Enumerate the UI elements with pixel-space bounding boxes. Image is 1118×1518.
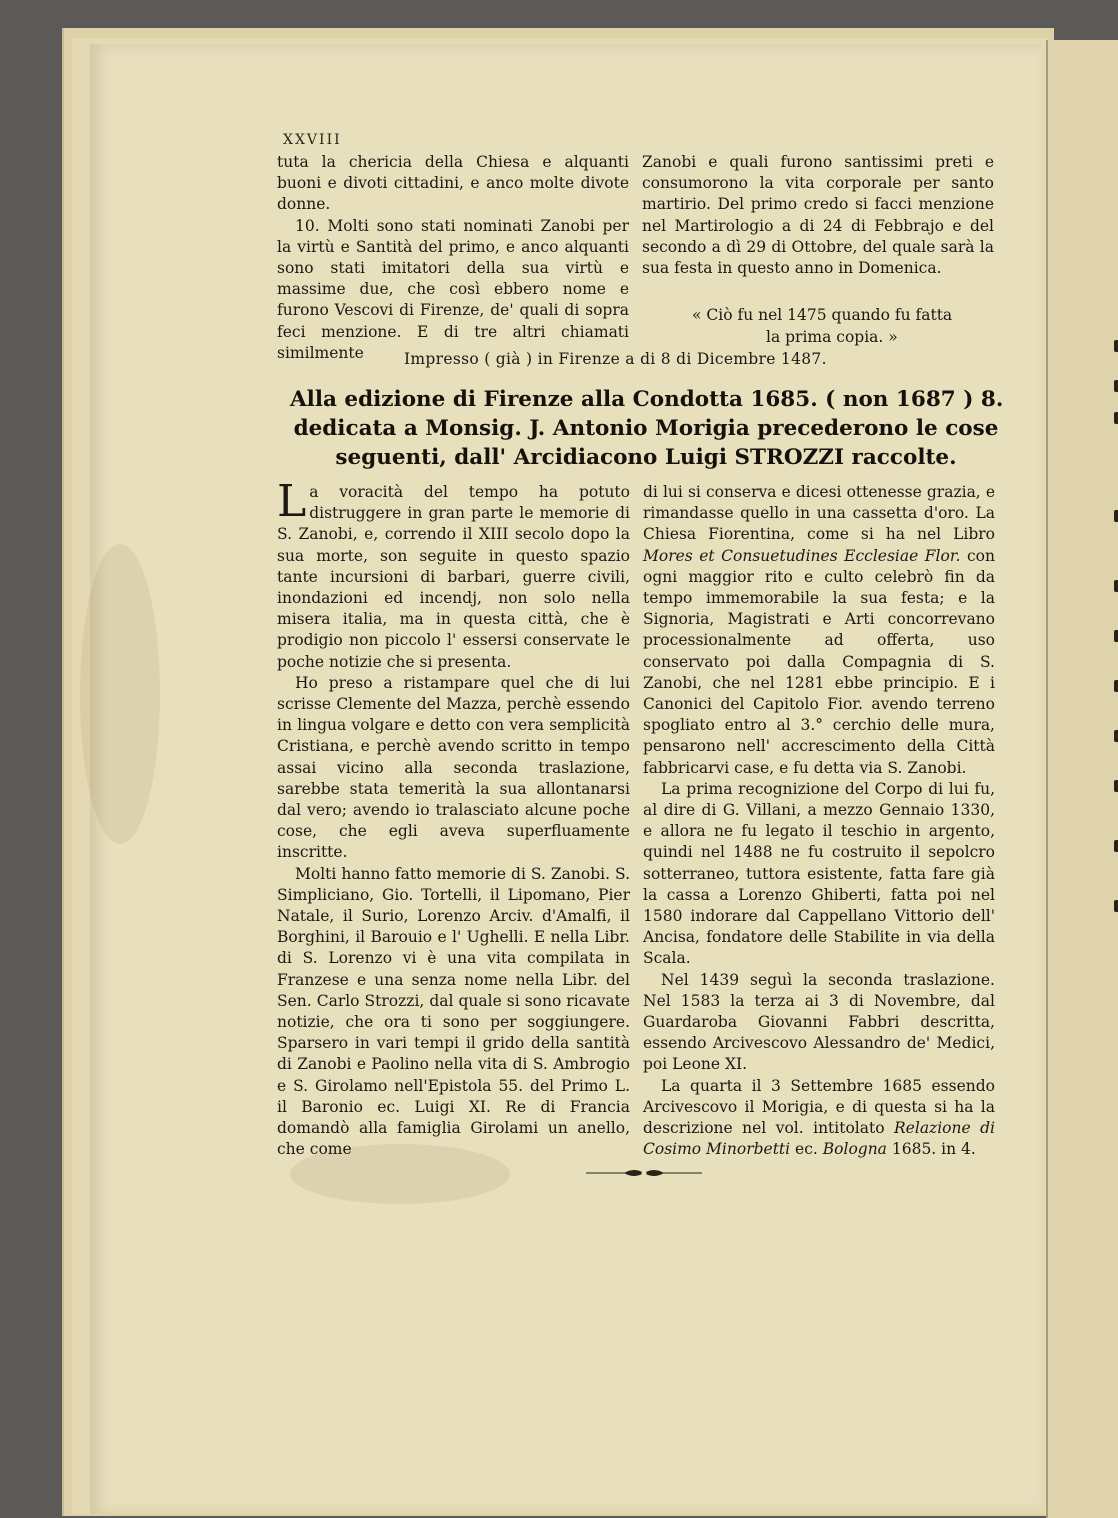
top-right-paragraph: Zanobi e quali furono santissimi preti e consumorono la vita corporale per santo martirio. Del primo credo si facci menzione nel Martirologio a di 24 di Febbrajo e del secondo a dì 29 di Ottobre, del quale sarà la sua festa in questo anno in Domenica. bbox=[642, 153, 994, 278]
body-right-column bbox=[643, 482, 995, 1161]
book-title-mores: Mores et Consuetudines Ecclesiae Flor. bbox=[643, 546, 961, 565]
page-number: XXVIII bbox=[283, 132, 342, 148]
book-title-relazione: Relazione di Cosimo Minorbetti bbox=[643, 1119, 995, 1159]
body-left-paragraph-3: Molti hanno fatto memorie di S. Zanobi. S. Simpliciano, Gio. Tortelli, il Lipomano, Pier Natale, il Surio, Lorenzo Arciv. d'Amalfi, il Borghini, il Barouio e l' Ughelli. E nella Libr. di S. Lorenzo vi è una vita compilata in Franzese e una senza nome nella Libr. del Sen. Carlo Strozzi, dal quale si sono ricavate notizie, che ora ti sono per soggiungere. Sparsero in vari tempi il grido della santità di Zanobi e Paolino nella vita di S. Ambrogio e S. Girolamo nell'Epistola 55. del Primo L. il Baronio ec. Luigi XI. Re di Francia domandò alla famiglia Girolami un anello, che come bbox=[277, 864, 630, 1159]
body-right-paragraph-4 bbox=[643, 1076, 995, 1161]
section-heading bbox=[290, 385, 1002, 472]
ornament-divider bbox=[586, 1166, 702, 1180]
drop-cap: L bbox=[277, 476, 307, 527]
body-right-p4-text-c: 1685. in 4. bbox=[886, 1140, 976, 1159]
body-right-paragraph-1 bbox=[643, 482, 995, 779]
top-left-column bbox=[277, 152, 629, 364]
body-right-p4-text-b: ec. bbox=[790, 1140, 823, 1159]
top-right-column bbox=[642, 152, 994, 279]
body-right-p4-text-a: La quarta il 3 Settembre 1685 essendo Arcivescovo il Morigia, e di questa si ha la descrizione nel vol. intitolato bbox=[643, 1076, 995, 1138]
body-left-paragraph-1 bbox=[277, 476, 630, 673]
place-bologna: Bologna bbox=[822, 1140, 887, 1159]
body-right-paragraph-2: La prima recognizione del Corpo di lui fu, al dire di G. Villani, a mezzo Gennaio 1330, e allora ne fu legato il teschio in argento, quindi nel 1488 ne fu costruito il sepolcro sotterraneo, tuttora esistente, fatta fare già la cassa a Lorenzo Ghiberti, fatta poi nel 1580 indorare dal Cappellano Vittorio dell' Ancisa, fondatore delle Stabilite in via della Scala. bbox=[643, 779, 995, 968]
body-right-p1-text-b: con ogni maggior rito e culto celebrò fin da tempo immemorabile la sua festa; e la Signoria, Magistrati e Arti concorrevano processionalmente ad offerta, uso conservato poi dalla Compagnia di S. Zanobi, che nel 1281 ebbe principio. E i Canonici del Capitolo Fior. avendo terreno spogliato entro al 3.° cerchio delle mura, pensarono nell' accrescimento della Città fabbricarvi case, e fu detta via S. Zanobi. bbox=[643, 546, 995, 777]
facing-page-edge bbox=[1046, 40, 1118, 1518]
heading-line-3: seguenti, dall' Arcidiacono Luigi STROZZI raccolte. bbox=[335, 445, 957, 470]
impressum-line: Impresso ( già ) in Firenze a di 8 di Dicembre 1487. bbox=[404, 350, 827, 368]
body-left-paragraph-1-text: a voracità del tempo ha potuto distruggere in gran parte le memorie di S. Zanobi, e, correndo il XIII secolo dopo la sua morte, son seguite in questo spazio tante incursioni di barbari, guerre civili, inondazioni ed incendj, non solo nella misera italia, ma in questa città, che è prodigio non piccolo l' essersi conservate le poche notizie che si presenta. bbox=[277, 483, 630, 671]
quote-line-1: « Ciò fu nel 1475 quando fu fatta bbox=[692, 306, 953, 324]
top-left-paragraph-1: tuta la chericia della Chiesa e alquanti buoni e divoti cittadini, e anco molte divote donne. bbox=[277, 153, 629, 214]
top-left-paragraph-2: 10. Molti sono stati nominati Zanobi per la virtù e Santità del primo, e anco alquanti sono stati imitatori della sua virtù e massime due, che così ebbero nome e furono Vescovi di Firenze, de' quali di sopra feci menzione. E di tre altri chiamati similmente bbox=[277, 216, 629, 362]
heading-line-2: dedicata a Monsig. J. Antonio Morigia precederono le cose bbox=[293, 416, 999, 441]
body-left-column bbox=[277, 476, 630, 1161]
body-right-paragraph-3: Nel 1439 seguì la seconda traslazione. Nel 1583 la terza ai 3 di Novembre, dal Guardaroba Giovanni Fabbri descritta, essendo Arcivescovo Alessandro de' Medici, poi Leone XI. bbox=[643, 970, 995, 1074]
heading-line-1: Alla edizione di Firenze alla Condotta 1685. ( non 1687 ) 8. bbox=[290, 387, 1004, 412]
body-right-p1-text-a: di lui si conserva e dicesi ottenesse grazia, e rimandasse quello in una cassetta d'oro. La Chiesa Fiorentina, come si ha nel Libro bbox=[643, 483, 995, 544]
body-left-paragraph-2: Ho preso a ristampare quel che di lui scrisse Clemente del Mazza, perchè essendo in lingua volgare e detto con vera semplicità Cristiana, e perchè avendo scritto in tempo assai vicino alla seconda traslazione, sarebbe stata temerità la sua allontanarsi dal vero; avendo io tralasciato alcune poche cose, che egli aveva superfluamente inscritte. bbox=[277, 673, 630, 862]
quote-line-2: la prima copia. » bbox=[766, 328, 898, 346]
